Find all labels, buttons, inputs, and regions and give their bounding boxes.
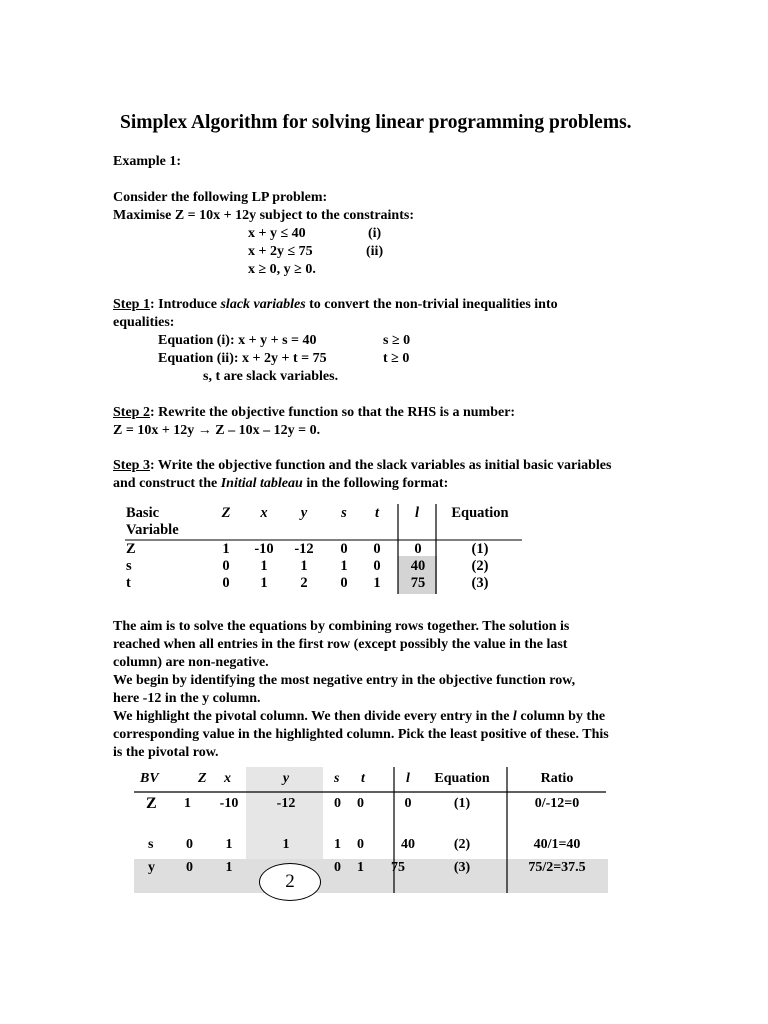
cell: -12 (276, 796, 296, 811)
cell: 0 (373, 558, 381, 574)
cell: 1 (225, 837, 233, 852)
cell: 40 (410, 558, 426, 574)
cell: 0 (186, 837, 193, 852)
step1-text-pre: : Introduce (149, 297, 221, 312)
step1-eq1-cond: s ≥ 0 (383, 333, 411, 348)
step1-note: s, t are slack variables. (203, 369, 339, 384)
step1-line-1 (113, 296, 558, 314)
cell: 1 (357, 860, 364, 875)
para-line-6-italic: l (512, 709, 517, 724)
cell: 0 (334, 796, 341, 811)
cell: 1 (300, 558, 308, 574)
pivot-element-circle: 2 (259, 863, 321, 901)
header-t: t (374, 505, 380, 521)
cell: 0 (222, 558, 230, 574)
step1-text-post: to convert the non-trivial inequalities into (305, 297, 558, 312)
row-z-bv: Z (126, 541, 136, 557)
para-line-1: The aim is to solve the equations by combining rows together. The solution is (113, 619, 570, 634)
cell: 1 (334, 837, 341, 852)
constraint-2: x + 2y ≤ 75 (248, 244, 313, 259)
example-heading: Example 1: (113, 154, 182, 169)
cell: 0 (186, 860, 193, 875)
header-s: s (341, 505, 347, 521)
cell: 75 (391, 860, 405, 875)
cell: 1 (260, 575, 268, 591)
cell: 0 (334, 860, 341, 875)
cell: 0 (404, 796, 412, 811)
para-line-3: column) are non-negative. (113, 655, 269, 670)
step2-line-2: Z = 10x + 12y → Z – 10x – 12y = 0. (113, 423, 321, 438)
header-x: x (260, 505, 268, 521)
cell: 0 (357, 796, 364, 811)
cell: 0 (222, 575, 230, 591)
cell: (3) (453, 860, 471, 875)
cell: -12 (294, 541, 314, 557)
step3-line2-post: in the following format: (302, 476, 449, 491)
page-title: Simplex Algorithm for solving linear programming problems. (120, 112, 632, 133)
step1-line-2: equalities: (113, 315, 175, 330)
cell: 0 (414, 541, 422, 557)
row-t-bv: t (126, 575, 131, 591)
para-line-7: corresponding value in the highlighted column. Pick the least positive of these. This (113, 727, 609, 742)
step3-line-2 (113, 475, 448, 493)
step1-label: Step 1 (113, 297, 150, 312)
cell: 0 (373, 541, 381, 557)
intro-line-2: Maximise Z = 10x + 12y subject to the constraints: (113, 208, 414, 223)
step1-eq1: Equation (i): x + y + s = 40 (158, 333, 317, 348)
cell: 40 (401, 837, 415, 852)
cell: 1 (260, 558, 268, 574)
cell: 75/2=37.5 (528, 860, 586, 875)
header-bv: BV (140, 771, 159, 786)
para-line-6-pre: We highlight the pivotal column. We then divide every entry in the (113, 709, 513, 724)
header-t: t (361, 771, 365, 786)
header-equation: Equation (434, 771, 490, 786)
cell: 0 (357, 837, 364, 852)
para-line-6 (113, 708, 605, 726)
step2-label: Step 2 (113, 405, 150, 420)
cell: -10 (219, 796, 239, 811)
header-z: Z (221, 505, 231, 521)
cell: (2) (453, 837, 471, 852)
step3-label: Step 3 (113, 458, 150, 473)
para-line-6-post: column by the (516, 709, 606, 724)
row-s-bv: s (126, 558, 132, 574)
header-l: l (406, 771, 410, 786)
header-y: y (300, 505, 308, 521)
para-line-4: We begin by identifying the most negative entry in the objective function row, (113, 673, 576, 688)
cell: (1) (453, 796, 471, 811)
cell: 1 (340, 558, 348, 574)
cell: 40/1=40 (533, 837, 581, 852)
pivot-tableau (134, 767, 608, 897)
cell: 75 (410, 575, 426, 591)
header-y: y (282, 771, 290, 786)
cell: 0 (340, 575, 348, 591)
step3-text: : Write the objective function and the slack variables as initial basic variables (149, 458, 612, 473)
cell: 0 (340, 541, 348, 557)
cell: (1) (471, 541, 489, 557)
header-s: s (334, 771, 340, 786)
intro-line-1: Consider the following LP problem: (113, 190, 328, 205)
constraint-1-label: (i) (368, 226, 382, 241)
constraint-1: x + y ≤ 40 (248, 226, 306, 241)
step3-italic: Initial tableau (220, 476, 303, 491)
constraint-2-label: (ii) (366, 244, 384, 259)
step1-eq2: Equation (ii): x + 2y + t = 75 (158, 351, 327, 366)
header-equation: Equation (451, 505, 509, 521)
cell: 1 (222, 541, 230, 557)
initial-tableau (120, 504, 530, 594)
cell: (3) (471, 575, 489, 591)
row-y-bv: y (148, 860, 155, 875)
header-ratio: Ratio (540, 771, 574, 786)
header-variable: Variable (126, 522, 179, 538)
constraint-3: x ≥ 0, y ≥ 0. (248, 262, 316, 277)
para-line-2: reached when all entries in the first row (except possibly the value in the last (113, 637, 568, 652)
step3-line-1 (113, 457, 611, 475)
header-basic: Basic (126, 505, 160, 521)
row-s-bv: s (148, 837, 154, 852)
para-line-5: here -12 in the y column. (113, 691, 261, 706)
cell: 1 (184, 796, 191, 811)
header-z: Z (198, 771, 207, 786)
step3-line2-pre: and construct the (113, 476, 221, 491)
header-l: l (414, 505, 420, 521)
step1-eq2-cond: t ≥ 0 (383, 351, 410, 366)
cell: 1 (373, 575, 381, 591)
para-line-8: is the pivotal row. (113, 745, 219, 760)
step2-text: : Rewrite the objective function so that the RHS is a number: (149, 405, 516, 420)
cell: (2) (471, 558, 489, 574)
cell: 1 (282, 837, 290, 852)
cell: 2 (300, 575, 308, 591)
row-z-bv: Z (146, 795, 157, 812)
step1-italic: slack variables (220, 297, 306, 312)
cell: 1 (225, 860, 233, 875)
cell: 0/-12=0 (534, 796, 580, 811)
header-x: x (224, 771, 231, 786)
step2-line-1 (113, 404, 515, 422)
cell: -10 (254, 541, 274, 557)
